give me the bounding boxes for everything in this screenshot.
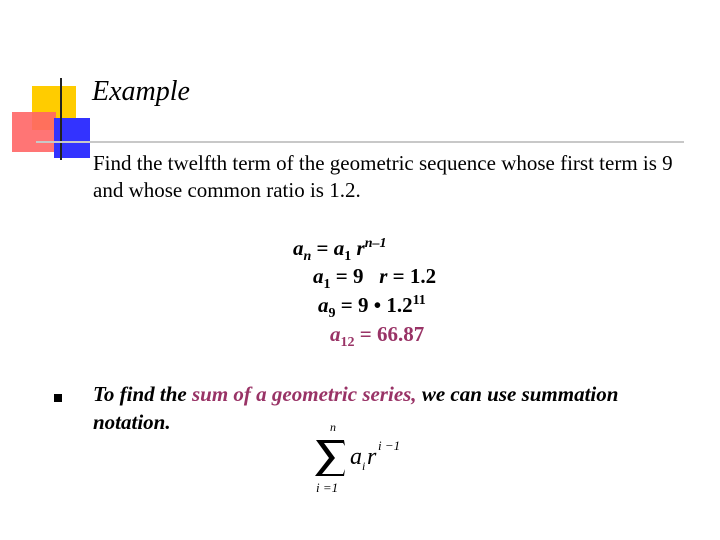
summation-term-sub: i bbox=[362, 459, 366, 473]
decor-pink-square bbox=[12, 112, 56, 152]
summation-lower-limit: i =1 bbox=[316, 480, 339, 495]
sigma-icon bbox=[315, 440, 345, 476]
title-underline bbox=[36, 141, 684, 143]
given-values: $a_1 = 9$ r = 1.2 bbox=[313, 264, 437, 293]
summation-exponent: i −1 bbox=[378, 438, 401, 453]
substitution-step: $a_9 = 9$ • $1.2^{11}$ bbox=[318, 293, 426, 322]
slide-title: Example bbox=[92, 76, 190, 107]
summation-term: a bbox=[350, 444, 362, 470]
bullet-text: To find the sum of a geometric series, we can use summation notation. bbox=[93, 382, 619, 434]
summation-base: r bbox=[367, 444, 377, 470]
problem-statement: Find the twelfth term of the geometric sequence whose first term is 9 and whose common ratio is 1.2. bbox=[93, 151, 673, 202]
bullet-marker bbox=[54, 394, 62, 402]
summation-notation bbox=[310, 418, 420, 498]
decor-vertical-line bbox=[60, 78, 62, 160]
result-value: $a_{12} = 66.87$ bbox=[330, 322, 425, 351]
general-term-formula: $a_n = a_1$ $r^{n-1}$ bbox=[293, 236, 387, 265]
summation-upper-limit: n bbox=[330, 420, 336, 434]
highlighted-phrase: sum of a geometric series, bbox=[192, 382, 417, 406]
